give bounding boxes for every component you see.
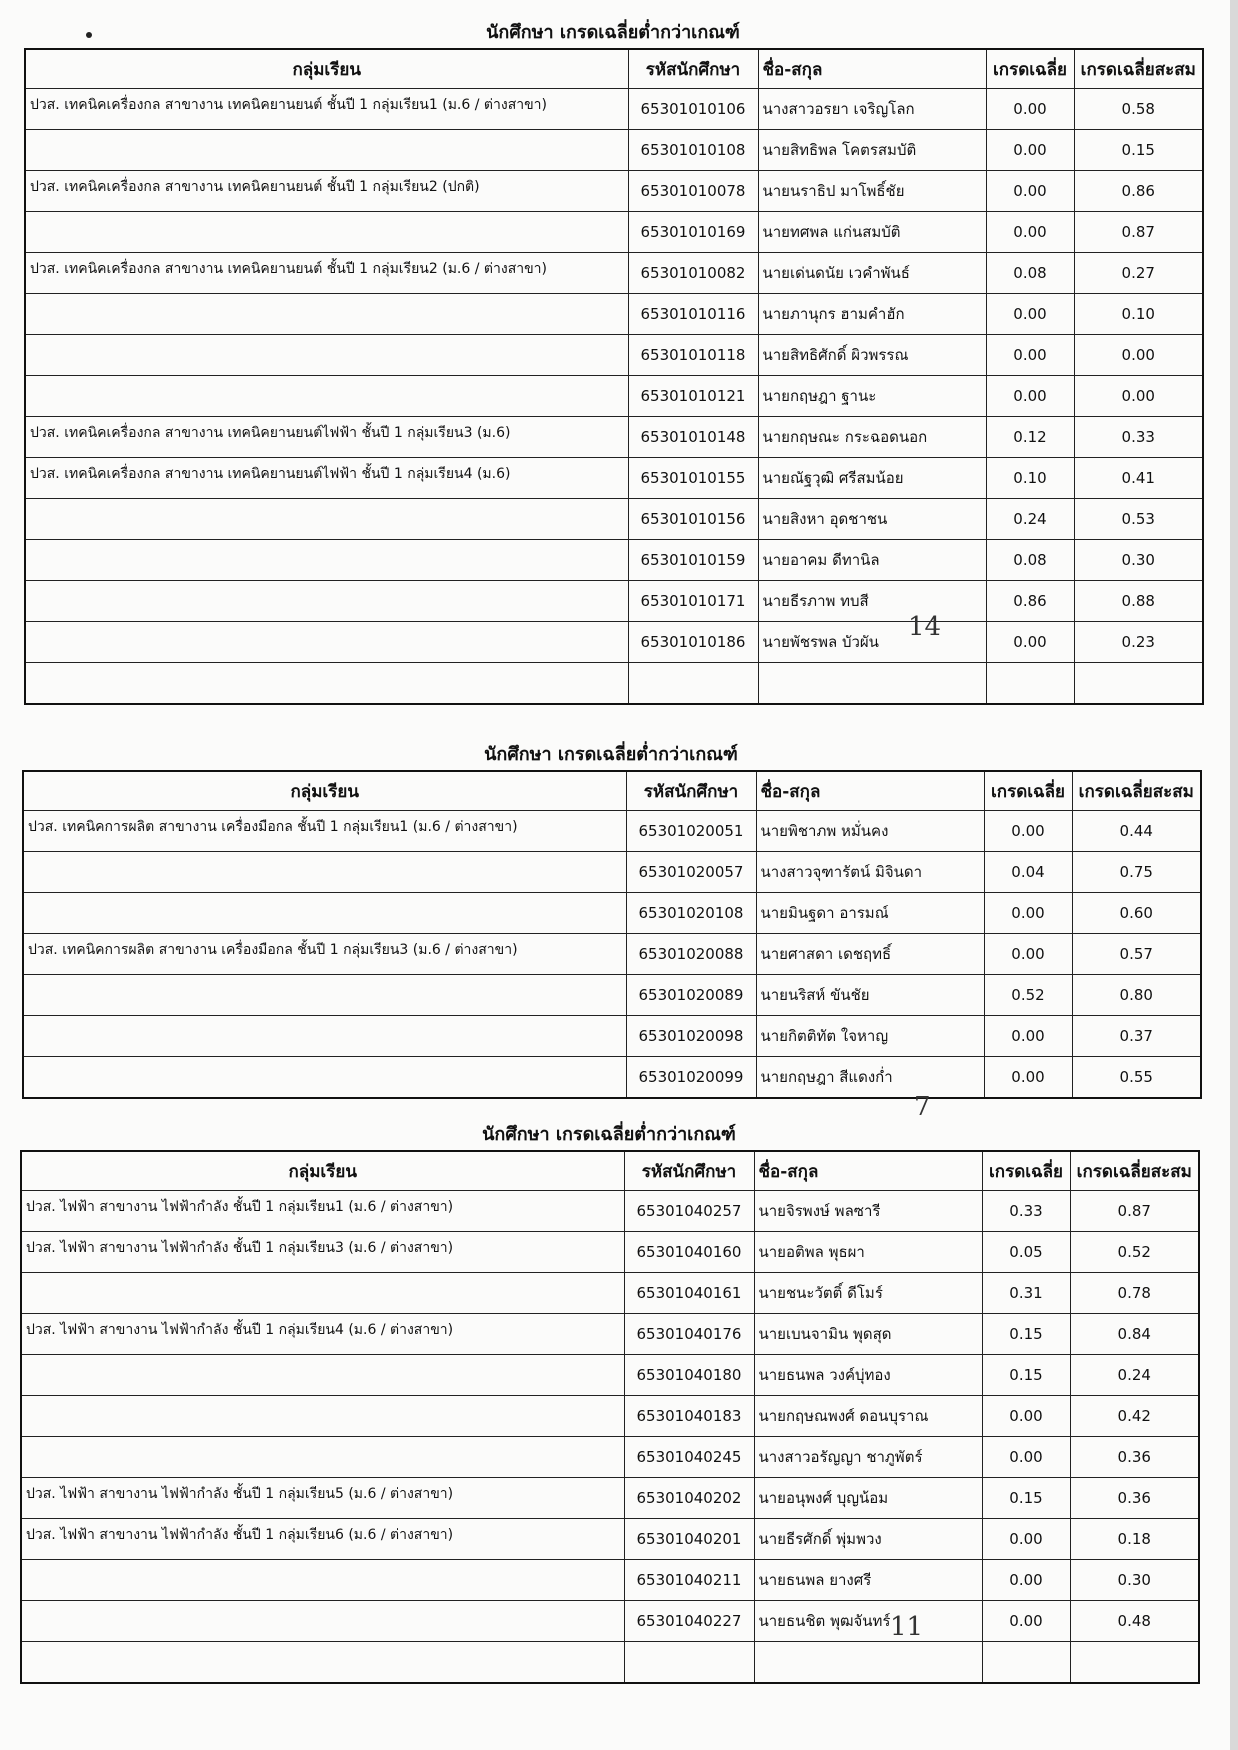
- student-id-cell: 65301010169: [628, 212, 758, 253]
- cgpa-cell: 0.27: [1074, 253, 1203, 294]
- gpa-cell: 0.00: [986, 622, 1074, 663]
- table-row: [23, 1016, 1201, 1057]
- student-id-cell: 65301020051: [626, 811, 756, 852]
- group-cell: [21, 1437, 624, 1478]
- student-name-cell: นายธีรภาพ ทบสี: [758, 581, 986, 622]
- table-row: [21, 1191, 1199, 1232]
- header-student-id: รหัสนักศึกษา: [628, 49, 758, 89]
- student-name-cell: นายกิตติทัต ใจหาญ: [756, 1016, 984, 1057]
- header-gpa: เกรดเฉลี่ย: [982, 1151, 1070, 1191]
- student-id-cell: 65301010156: [628, 499, 758, 540]
- student-id-cell: 65301040160: [624, 1232, 754, 1273]
- gpa-cell: 0.00: [986, 130, 1074, 171]
- student-name-cell: นายอนุพงศ์ บุญน้อม: [754, 1478, 982, 1519]
- student-name-cell: [758, 663, 986, 705]
- student-id-cell: [624, 1642, 754, 1684]
- student-name-cell: นายทศพล แก่นสมบัติ: [758, 212, 986, 253]
- table-row: [25, 171, 1203, 212]
- student-id-cell: 65301020089: [626, 975, 756, 1016]
- table-row: [21, 1232, 1199, 1273]
- gpa-cell: 0.15: [982, 1478, 1070, 1519]
- header-name: ชื่อ-สกุล: [756, 771, 984, 811]
- cgpa-cell: 0.60: [1072, 893, 1201, 934]
- header-cgpa: เกรดเฉลี่ยสะสม: [1072, 771, 1201, 811]
- table-row: [21, 1519, 1199, 1560]
- grades-table: [24, 48, 1204, 705]
- group-cell: [25, 212, 628, 253]
- gpa-cell: 0.00: [986, 376, 1074, 417]
- group-cell: [25, 499, 628, 540]
- table-row: [21, 1642, 1199, 1684]
- section-title: นักศึกษา เกรดเฉลี่ยต่ำกว่าเกณฑ์: [482, 1124, 736, 1145]
- table-body: [23, 811, 1201, 1099]
- cgpa-cell: 0.55: [1072, 1057, 1201, 1099]
- group-cell: [25, 130, 628, 171]
- table-row: [25, 663, 1203, 705]
- student-name-cell: นายอติพล พุธผา: [754, 1232, 982, 1273]
- header-gpa: เกรดเฉลี่ย: [984, 771, 1072, 811]
- student-id-cell: 65301010106: [628, 89, 758, 130]
- cgpa-cell: 0.57: [1072, 934, 1201, 975]
- student-name-cell: นายเด่นดนัย เวคำพันธ์: [758, 253, 986, 294]
- group-cell: [25, 540, 628, 581]
- student-name-cell: นายกฤษฎา ฐานะ: [758, 376, 986, 417]
- table-body: [21, 1191, 1199, 1684]
- page-edge: [1230, 0, 1238, 1750]
- header-cgpa: เกรดเฉลี่ยสะสม: [1070, 1151, 1199, 1191]
- gpa-cell: 0.10: [986, 458, 1074, 499]
- student-name-cell: นายพิชาภพ หมั่นคง: [756, 811, 984, 852]
- gpa-cell: 0.00: [984, 1057, 1072, 1099]
- table-row: [25, 499, 1203, 540]
- cgpa-cell: 0.18: [1070, 1519, 1199, 1560]
- gpa-cell: 0.08: [986, 253, 1074, 294]
- gpa-cell: 0.31: [982, 1273, 1070, 1314]
- student-id-cell: 65301010148: [628, 417, 758, 458]
- student-id-cell: [628, 663, 758, 705]
- gpa-cell: 0.04: [984, 852, 1072, 893]
- student-id-cell: 65301010155: [628, 458, 758, 499]
- group-cell: ปวส. เทคนิคเครื่องกล สาขางาน เทคนิคยานยนต์ ชั้นปี 1 กลุ่มเรียน2 (ปกติ): [25, 171, 628, 212]
- student-id-cell: 65301020098: [626, 1016, 756, 1057]
- student-id-cell: 65301040202: [624, 1478, 754, 1519]
- student-id-cell: 65301010159: [628, 540, 758, 581]
- group-cell: [25, 581, 628, 622]
- group-cell: [23, 1057, 626, 1099]
- cgpa-cell: 0.58: [1074, 89, 1203, 130]
- group-cell: [23, 852, 626, 893]
- table-header-row: [23, 771, 1201, 811]
- student-id-cell: 65301040176: [624, 1314, 754, 1355]
- student-name-cell: นางสาวอรยา เจริญโลก: [758, 89, 986, 130]
- student-name-cell: นายมินฐดา อารมณ์: [756, 893, 984, 934]
- student-id-cell: 65301010078: [628, 171, 758, 212]
- gpa-cell: 0.33: [982, 1191, 1070, 1232]
- cgpa-cell: 0.52: [1070, 1232, 1199, 1273]
- gpa-cell: 0.00: [984, 811, 1072, 852]
- gpa-cell: 0.15: [982, 1314, 1070, 1355]
- table-row: [25, 335, 1203, 376]
- student-id-cell: 65301020099: [626, 1057, 756, 1099]
- group-cell: ปวส. เทคนิคการผลิต สาขางาน เครื่องมือกล ชั้นปี 1 กลุ่มเรียน3 (ม.6 / ต่างสาขา): [23, 934, 626, 975]
- student-name-cell: นายกฤษณพงศ์ ดอนบุราณ: [754, 1396, 982, 1437]
- group-cell: [23, 1016, 626, 1057]
- group-cell: [25, 335, 628, 376]
- table-row: [21, 1560, 1199, 1601]
- gpa-cell: 0.15: [982, 1355, 1070, 1396]
- cgpa-cell: 0.42: [1070, 1396, 1199, 1437]
- table-row: [25, 130, 1203, 171]
- header-group: กลุ่มเรียน: [21, 1151, 624, 1191]
- cgpa-cell: [1070, 1642, 1199, 1684]
- table-row: [21, 1601, 1199, 1642]
- cgpa-cell: 0.00: [1074, 376, 1203, 417]
- header-group: กลุ่มเรียน: [25, 49, 628, 89]
- group-cell: [21, 1273, 624, 1314]
- header-cgpa: เกรดเฉลี่ยสะสม: [1074, 49, 1203, 89]
- gpa-cell: 0.00: [982, 1396, 1070, 1437]
- gpa-cell: 0.00: [984, 934, 1072, 975]
- group-cell: ปวส. ไฟฟ้า สาขางาน ไฟฟ้ากำลัง ชั้นปี 1 กลุ่มเรียน3 (ม.6 / ต่างสาขา): [21, 1232, 624, 1273]
- gpa-cell: 0.00: [982, 1560, 1070, 1601]
- header-name: ชื่อ-สกุล: [758, 49, 986, 89]
- group-cell: ปวส. ไฟฟ้า สาขางาน ไฟฟ้ากำลัง ชั้นปี 1 กลุ่มเรียน1 (ม.6 / ต่างสาขา): [21, 1191, 624, 1232]
- cgpa-cell: 0.33: [1074, 417, 1203, 458]
- section-title: นักศึกษา เกรดเฉลี่ยต่ำกว่าเกณฑ์: [484, 744, 738, 765]
- student-name-cell: นายสิทธิพล โคตรสมบัติ: [758, 130, 986, 171]
- grades-table: [20, 1150, 1200, 1684]
- table-row: [23, 811, 1201, 852]
- student-id-cell: 65301040161: [624, 1273, 754, 1314]
- gpa-cell: 0.00: [986, 171, 1074, 212]
- table-row: [25, 540, 1203, 581]
- group-cell: [23, 975, 626, 1016]
- student-id-cell: 65301040227: [624, 1601, 754, 1642]
- cgpa-cell: 0.23: [1074, 622, 1203, 663]
- gpa-cell: 0.00: [982, 1601, 1070, 1642]
- table-row: [21, 1478, 1199, 1519]
- gpa-cell: 0.12: [986, 417, 1074, 458]
- student-name-cell: นายจิรพงษ์ พลซารี: [754, 1191, 982, 1232]
- table-row: [25, 253, 1203, 294]
- student-name-cell: นายกฤษณะ กระฉอดนอก: [758, 417, 986, 458]
- header-name: ชื่อ-สกุล: [754, 1151, 982, 1191]
- cgpa-cell: 0.36: [1070, 1437, 1199, 1478]
- table-row: [25, 89, 1203, 130]
- table-row: [23, 852, 1201, 893]
- cgpa-cell: 0.36: [1070, 1478, 1199, 1519]
- group-cell: [25, 294, 628, 335]
- student-name-cell: นายกฤษฎา สีแดงก่ำ: [756, 1057, 984, 1099]
- student-id-cell: 65301010171: [628, 581, 758, 622]
- gpa-cell: 0.08: [986, 540, 1074, 581]
- student-name-cell: นายธนพล ยางศรี: [754, 1560, 982, 1601]
- student-name-cell: นายอาคม ดีทานิล: [758, 540, 986, 581]
- gpa-cell: 0.00: [982, 1519, 1070, 1560]
- table-row: [25, 294, 1203, 335]
- table-row: [23, 893, 1201, 934]
- handwritten-total: 11: [890, 1612, 924, 1642]
- cgpa-cell: 0.44: [1072, 811, 1201, 852]
- student-name-cell: นายพัชรพล บัวผัน: [758, 622, 986, 663]
- gpa-cell: 0.24: [986, 499, 1074, 540]
- cgpa-cell: 0.30: [1070, 1560, 1199, 1601]
- cgpa-cell: 0.53: [1074, 499, 1203, 540]
- table-row: [21, 1437, 1199, 1478]
- student-id-cell: 65301010121: [628, 376, 758, 417]
- table-row: [25, 376, 1203, 417]
- section-2: [22, 742, 1200, 1122]
- table-row: [21, 1355, 1199, 1396]
- header-gpa: เกรดเฉลี่ย: [986, 49, 1074, 89]
- student-id-cell: 65301010082: [628, 253, 758, 294]
- student-name-cell: นางสาวอรัญญา ชาภูพัตร์: [754, 1437, 982, 1478]
- student-id-cell: 65301010108: [628, 130, 758, 171]
- gpa-cell: 0.00: [986, 212, 1074, 253]
- group-cell: [21, 1642, 624, 1684]
- handwritten-total: 14: [908, 612, 942, 642]
- table-row: [23, 1057, 1201, 1099]
- table-row: [23, 934, 1201, 975]
- student-id-cell: 65301010186: [628, 622, 758, 663]
- group-cell: ปวส. เทคนิคการผลิต สาขางาน เครื่องมือกล ชั้นปี 1 กลุ่มเรียน1 (ม.6 / ต่างสาขา): [23, 811, 626, 852]
- cgpa-cell: 0.87: [1070, 1191, 1199, 1232]
- table-header-row: [25, 49, 1203, 89]
- gpa-cell: 0.00: [982, 1437, 1070, 1478]
- group-cell: ปวส. เทคนิคเครื่องกล สาขางาน เทคนิคยานยนต์ ชั้นปี 1 กลุ่มเรียน2 (ม.6 / ต่างสาขา): [25, 253, 628, 294]
- student-id-cell: 65301040183: [624, 1396, 754, 1437]
- group-cell: [25, 376, 628, 417]
- gpa-cell: 0.00: [986, 294, 1074, 335]
- student-name-cell: นางสาวจุฑารัตน์ มิจินดา: [756, 852, 984, 893]
- cgpa-cell: 0.00: [1074, 335, 1203, 376]
- cgpa-cell: 0.87: [1074, 212, 1203, 253]
- student-id-cell: 65301040245: [624, 1437, 754, 1478]
- student-name-cell: นายนราธิป มาโพธิ์ชัย: [758, 171, 986, 212]
- group-cell: ปวส. ไฟฟ้า สาขางาน ไฟฟ้ากำลัง ชั้นปี 1 กลุ่มเรียน6 (ม.6 / ต่างสาขา): [21, 1519, 624, 1560]
- cgpa-cell: 0.41: [1074, 458, 1203, 499]
- student-id-cell: 65301040201: [624, 1519, 754, 1560]
- table-row: [21, 1273, 1199, 1314]
- cgpa-cell: 0.86: [1074, 171, 1203, 212]
- group-cell: [23, 893, 626, 934]
- student-name-cell: นายนริสห์ ขันชัย: [756, 975, 984, 1016]
- cgpa-cell: [1074, 663, 1203, 705]
- cgpa-cell: 0.30: [1074, 540, 1203, 581]
- group-cell: ปวส. เทคนิคเครื่องกล สาขางาน เทคนิคยานยนต์ไฟฟ้า ชั้นปี 1 กลุ่มเรียน4 (ม.6): [25, 458, 628, 499]
- student-name-cell: นายณัฐวุฒิ ศรีสมน้อย: [758, 458, 986, 499]
- student-name-cell: นายภานุกร ฮามคำฮัก: [758, 294, 986, 335]
- group-cell: [25, 622, 628, 663]
- cgpa-cell: 0.78: [1070, 1273, 1199, 1314]
- group-cell: [21, 1355, 624, 1396]
- cgpa-cell: 0.84: [1070, 1314, 1199, 1355]
- cgpa-cell: 0.80: [1072, 975, 1201, 1016]
- gpa-cell: 0.52: [984, 975, 1072, 1016]
- cgpa-cell: 0.37: [1072, 1016, 1201, 1057]
- gpa-cell: [982, 1642, 1070, 1684]
- student-name-cell: นายสิทธิศักดิ์ ผิวพรรณ: [758, 335, 986, 376]
- student-id-cell: 65301020057: [626, 852, 756, 893]
- student-name-cell: นายธนพล วงค์บุ่ทอง: [754, 1355, 982, 1396]
- student-id-cell: 65301040211: [624, 1560, 754, 1601]
- table-row: [25, 212, 1203, 253]
- student-id-cell: 65301040180: [624, 1355, 754, 1396]
- group-cell: [21, 1601, 624, 1642]
- table-header-row: [21, 1151, 1199, 1191]
- student-name-cell: นายธีรศักดิ์ พุ่มพวง: [754, 1519, 982, 1560]
- cgpa-cell: 0.10: [1074, 294, 1203, 335]
- table-row: [23, 975, 1201, 1016]
- student-id-cell: 65301020088: [626, 934, 756, 975]
- gpa-cell: 0.00: [984, 1016, 1072, 1057]
- group-cell: ปวส. ไฟฟ้า สาขางาน ไฟฟ้ากำลัง ชั้นปี 1 กลุ่มเรียน5 (ม.6 / ต่างสาขา): [21, 1478, 624, 1519]
- student-id-cell: 65301040257: [624, 1191, 754, 1232]
- gpa-cell: 0.05: [982, 1232, 1070, 1273]
- student-name-cell: นายธนชิต พุฒจันทร์: [754, 1601, 982, 1642]
- gpa-cell: 0.86: [986, 581, 1074, 622]
- gpa-cell: 0.00: [986, 335, 1074, 376]
- section-3: [20, 1122, 1198, 1684]
- section-title: นักศึกษา เกรดเฉลี่ยต่ำกว่าเกณฑ์: [486, 22, 740, 43]
- cgpa-cell: 0.48: [1070, 1601, 1199, 1642]
- student-name-cell: นายชนะวัตติ์ ดีโมร์: [754, 1273, 982, 1314]
- student-id-cell: 65301010116: [628, 294, 758, 335]
- gpa-cell: [986, 663, 1074, 705]
- group-cell: [21, 1396, 624, 1437]
- cgpa-cell: 0.15: [1074, 130, 1203, 171]
- cgpa-cell: 0.24: [1070, 1355, 1199, 1396]
- table-row: [25, 417, 1203, 458]
- section-1: [24, 20, 1202, 705]
- cgpa-cell: 0.88: [1074, 581, 1203, 622]
- student-id-cell: 65301020108: [626, 893, 756, 934]
- handwritten-total: 7: [914, 1092, 931, 1122]
- table-row: [21, 1396, 1199, 1437]
- student-name-cell: นายสิงหา อุดชาชน: [758, 499, 986, 540]
- gpa-cell: 0.00: [984, 893, 1072, 934]
- grades-table: [22, 770, 1202, 1099]
- table-row: [21, 1314, 1199, 1355]
- group-cell: ปวส. เทคนิคเครื่องกล สาขางาน เทคนิคยานยนต์ ชั้นปี 1 กลุ่มเรียน1 (ม.6 / ต่างสาขา): [25, 89, 628, 130]
- student-name-cell: นายศาสดา เดชฤทธิ์: [756, 934, 984, 975]
- student-name-cell: นายเบนจามิน พุดสุด: [754, 1314, 982, 1355]
- header-student-id: รหัสนักศึกษา: [626, 771, 756, 811]
- table-row: [25, 581, 1203, 622]
- student-name-cell: [754, 1642, 982, 1684]
- table-row: [25, 622, 1203, 663]
- student-id-cell: 65301010118: [628, 335, 758, 376]
- header-group: กลุ่มเรียน: [23, 771, 626, 811]
- group-cell: [21, 1560, 624, 1601]
- table-row: [25, 458, 1203, 499]
- table-body: [25, 89, 1203, 705]
- group-cell: ปวส. ไฟฟ้า สาขางาน ไฟฟ้ากำลัง ชั้นปี 1 กลุ่มเรียน4 (ม.6 / ต่างสาขา): [21, 1314, 624, 1355]
- header-student-id: รหัสนักศึกษา: [624, 1151, 754, 1191]
- group-cell: [25, 663, 628, 705]
- cgpa-cell: 0.75: [1072, 852, 1201, 893]
- gpa-cell: 0.00: [986, 89, 1074, 130]
- group-cell: ปวส. เทคนิคเครื่องกล สาขางาน เทคนิคยานยนต์ไฟฟ้า ชั้นปี 1 กลุ่มเรียน3 (ม.6): [25, 417, 628, 458]
